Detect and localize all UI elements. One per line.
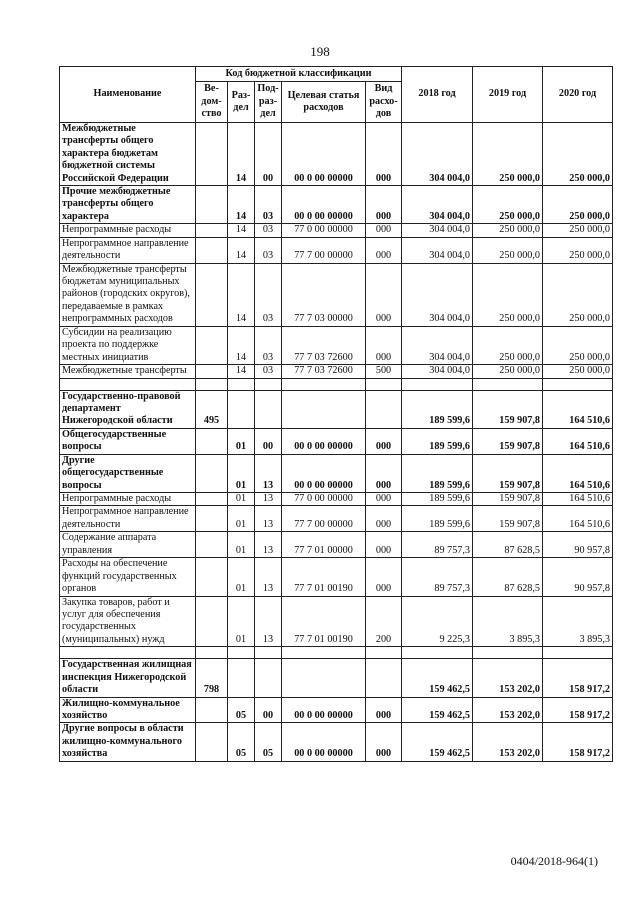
cell-2019: 250 000,0 xyxy=(473,326,543,364)
cell-2019: 153 202,0 xyxy=(473,659,543,697)
cell-2020: 250 000,0 xyxy=(543,263,613,326)
cell-ved xyxy=(196,237,228,263)
table-row xyxy=(60,506,613,532)
cell-razdel: 14 xyxy=(228,122,255,185)
cell-podrazdel: 03 xyxy=(255,224,282,237)
cell-podrazdel: 00 xyxy=(255,697,282,723)
cell-2019 xyxy=(473,647,543,659)
cell-2019: 250 000,0 xyxy=(473,122,543,185)
cell-vid: 000 xyxy=(366,122,402,185)
cell-name: Другие вопросы в области жилищно-коммунального хозяйства xyxy=(60,723,196,761)
cell-ved xyxy=(196,493,228,506)
cell-razdel: 14 xyxy=(228,263,255,326)
cell-2020: 250 000,0 xyxy=(543,365,613,378)
cell-name: Непрограммные расходы xyxy=(60,493,196,506)
cell-vid: 000 xyxy=(366,185,402,223)
cell-name: Общегосударственные вопросы xyxy=(60,428,196,454)
table-row xyxy=(60,454,613,492)
table-row xyxy=(60,122,613,185)
cell-razdel: 01 xyxy=(228,454,255,492)
header-2018: 2018 год xyxy=(402,67,473,123)
cell-tselevaya: 00 0 00 00000 xyxy=(282,723,366,761)
cell-2019: 153 202,0 xyxy=(473,723,543,761)
cell-tselevaya: 77 7 01 00190 xyxy=(282,596,366,647)
cell-razdel: 01 xyxy=(228,493,255,506)
cell-vid: 000 xyxy=(366,506,402,532)
cell-razdel: 14 xyxy=(228,185,255,223)
cell-razdel: 01 xyxy=(228,596,255,647)
cell-ved xyxy=(196,558,228,596)
cell-razdel: 14 xyxy=(228,326,255,364)
table-row xyxy=(60,723,613,761)
cell-2018: 304 004,0 xyxy=(402,365,473,378)
cell-vid xyxy=(366,390,402,428)
cell-2018: 159 462,5 xyxy=(402,697,473,723)
cell-razdel xyxy=(228,378,255,390)
header-vid: Вид расхо-дов xyxy=(366,82,402,122)
cell-2018: 189 599,6 xyxy=(402,493,473,506)
cell-2019: 159 907,8 xyxy=(473,390,543,428)
cell-2018 xyxy=(402,378,473,390)
cell-ved xyxy=(196,185,228,223)
cell-ved xyxy=(196,697,228,723)
cell-name: Межбюджетные трансферты общего характера бюджетам бюджетной системы Российской Федерации xyxy=(60,122,196,185)
cell-tselevaya: 00 0 00 00000 xyxy=(282,122,366,185)
cell-tselevaya: 77 7 03 00000 xyxy=(282,263,366,326)
cell-razdel: 01 xyxy=(228,558,255,596)
table-body xyxy=(60,122,613,761)
table-row xyxy=(60,326,613,364)
header-tselevaya: Целевая статья расходов xyxy=(282,82,366,122)
cell-name xyxy=(60,378,196,390)
cell-2019: 159 907,8 xyxy=(473,506,543,532)
cell-vid: 000 xyxy=(366,493,402,506)
cell-2020: 250 000,0 xyxy=(543,122,613,185)
cell-vid: 000 xyxy=(366,454,402,492)
cell-tselevaya: 77 7 01 00000 xyxy=(282,532,366,558)
cell-name: Другие общегосударственные вопросы xyxy=(60,454,196,492)
cell-2020: 90 957,8 xyxy=(543,532,613,558)
cell-2020: 164 510,6 xyxy=(543,428,613,454)
cell-tselevaya: 00 0 00 00000 xyxy=(282,697,366,723)
cell-ved xyxy=(196,532,228,558)
cell-podrazdel xyxy=(255,647,282,659)
header-2020: 2020 год xyxy=(543,67,613,123)
table-row xyxy=(60,697,613,723)
cell-2020: 164 510,6 xyxy=(543,506,613,532)
cell-2018: 159 462,5 xyxy=(402,659,473,697)
cell-vid: 500 xyxy=(366,365,402,378)
header-name: Наименование xyxy=(60,67,196,123)
cell-razdel xyxy=(228,390,255,428)
cell-razdel: 05 xyxy=(228,697,255,723)
cell-tselevaya: 00 0 00 00000 xyxy=(282,428,366,454)
table-header xyxy=(60,67,613,123)
cell-name: Содержание аппарата управления xyxy=(60,532,196,558)
header-podrazdel: Под-раз-дел xyxy=(255,82,282,122)
cell-2019: 250 000,0 xyxy=(473,365,543,378)
budget-table xyxy=(59,66,613,762)
cell-2019: 153 202,0 xyxy=(473,697,543,723)
page-number: 198 xyxy=(310,44,330,59)
cell-2018: 89 757,3 xyxy=(402,532,473,558)
cell-2020: 3 895,3 xyxy=(543,596,613,647)
cell-2020: 250 000,0 xyxy=(543,326,613,364)
cell-name xyxy=(60,647,196,659)
cell-2018: 189 599,6 xyxy=(402,428,473,454)
table-row xyxy=(60,237,613,263)
cell-podrazdel xyxy=(255,378,282,390)
cell-tselevaya: 77 7 00 00000 xyxy=(282,237,366,263)
cell-vid: 000 xyxy=(366,237,402,263)
cell-name: Непрограммное направление деятельности xyxy=(60,506,196,532)
cell-ved xyxy=(196,326,228,364)
header-2019: 2019 год xyxy=(473,67,543,123)
cell-2020 xyxy=(543,647,613,659)
cell-vid: 000 xyxy=(366,263,402,326)
cell-2019: 250 000,0 xyxy=(473,237,543,263)
cell-2019: 159 907,8 xyxy=(473,454,543,492)
cell-2019: 250 000,0 xyxy=(473,185,543,223)
cell-razdel: 14 xyxy=(228,237,255,263)
cell-tselevaya xyxy=(282,390,366,428)
cell-name: Закупка товаров, работ и услуг для обеспечения государственных (муниципальных) нужд xyxy=(60,596,196,647)
table-row xyxy=(60,224,613,237)
cell-name: Государственно-правовой департамент Нижегородской области xyxy=(60,390,196,428)
cell-ved xyxy=(196,122,228,185)
cell-vid xyxy=(366,378,402,390)
cell-2019: 250 000,0 xyxy=(473,263,543,326)
cell-2020: 250 000,0 xyxy=(543,224,613,237)
cell-2018: 304 004,0 xyxy=(402,237,473,263)
cell-name: Межбюджетные трансферты xyxy=(60,365,196,378)
cell-2019: 87 628,5 xyxy=(473,558,543,596)
cell-podrazdel: 13 xyxy=(255,558,282,596)
cell-2018: 304 004,0 xyxy=(402,122,473,185)
cell-2020: 250 000,0 xyxy=(543,185,613,223)
cell-ved xyxy=(196,365,228,378)
cell-ved xyxy=(196,378,228,390)
cell-name: Расходы на обеспечение функций государственных органов xyxy=(60,558,196,596)
cell-podrazdel: 13 xyxy=(255,532,282,558)
cell-vid xyxy=(366,659,402,697)
cell-2018: 304 004,0 xyxy=(402,224,473,237)
cell-2020: 164 510,6 xyxy=(543,493,613,506)
cell-tselevaya: 00 0 00 00000 xyxy=(282,454,366,492)
cell-name: Прочие межбюджетные трансферты общего характера xyxy=(60,185,196,223)
cell-razdel: 05 xyxy=(228,723,255,761)
cell-podrazdel: 13 xyxy=(255,454,282,492)
cell-2020: 250 000,0 xyxy=(543,237,613,263)
cell-2019: 159 907,8 xyxy=(473,493,543,506)
cell-tselevaya: 77 7 03 72600 xyxy=(282,365,366,378)
cell-2019: 250 000,0 xyxy=(473,224,543,237)
cell-tselevaya: 77 7 01 00190 xyxy=(282,558,366,596)
cell-2018: 9 225,3 xyxy=(402,596,473,647)
cell-razdel: 14 xyxy=(228,365,255,378)
cell-ved xyxy=(196,428,228,454)
cell-vid: 000 xyxy=(366,558,402,596)
cell-ved: 495 xyxy=(196,390,228,428)
cell-2018: 189 599,6 xyxy=(402,454,473,492)
cell-ved xyxy=(196,263,228,326)
cell-tselevaya: 77 7 03 72600 xyxy=(282,326,366,364)
cell-podrazdel: 03 xyxy=(255,263,282,326)
cell-tselevaya: 77 0 00 00000 xyxy=(282,224,366,237)
cell-razdel: 01 xyxy=(228,428,255,454)
cell-podrazdel: 03 xyxy=(255,326,282,364)
cell-vid: 000 xyxy=(366,224,402,237)
cell-podrazdel: 03 xyxy=(255,185,282,223)
spacer-row xyxy=(60,378,613,390)
cell-razdel: 01 xyxy=(228,532,255,558)
cell-ved xyxy=(196,596,228,647)
cell-vid: 000 xyxy=(366,723,402,761)
cell-2018: 89 757,3 xyxy=(402,558,473,596)
table-row xyxy=(60,185,613,223)
cell-name: Межбюджетные трансферты бюджетам муниципальных районов (городских округов), передаваемые в рамках непрограммных расходов xyxy=(60,263,196,326)
cell-ved xyxy=(196,647,228,659)
cell-2019: 159 907,8 xyxy=(473,428,543,454)
cell-2019: 3 895,3 xyxy=(473,596,543,647)
table-row xyxy=(60,263,613,326)
document-code: 0404/2018-964(1) xyxy=(510,854,598,868)
cell-podrazdel xyxy=(255,390,282,428)
cell-2020: 158 917,2 xyxy=(543,659,613,697)
table-row xyxy=(60,596,613,647)
cell-ved: 798 xyxy=(196,659,228,697)
cell-vid: 000 xyxy=(366,532,402,558)
cell-vid: 000 xyxy=(366,697,402,723)
cell-name: Непрограммное направление деятельности xyxy=(60,237,196,263)
cell-name: Субсидии на реализацию проекта по поддержке местных инициатив xyxy=(60,326,196,364)
cell-tselevaya: 77 7 00 00000 xyxy=(282,506,366,532)
cell-2018: 304 004,0 xyxy=(402,326,473,364)
cell-tselevaya xyxy=(282,378,366,390)
cell-2018 xyxy=(402,647,473,659)
cell-razdel xyxy=(228,647,255,659)
cell-2020: 164 510,6 xyxy=(543,454,613,492)
cell-podrazdel: 00 xyxy=(255,428,282,454)
cell-podrazdel: 05 xyxy=(255,723,282,761)
cell-2019: 87 628,5 xyxy=(473,532,543,558)
cell-name: Жилищно-коммунальное хозяйство xyxy=(60,697,196,723)
header-code-group: Код бюджетной классификации xyxy=(196,67,402,82)
cell-ved xyxy=(196,506,228,532)
spacer-row xyxy=(60,647,613,659)
cell-2020: 158 917,2 xyxy=(543,723,613,761)
cell-tselevaya: 77 0 00 00000 xyxy=(282,493,366,506)
cell-2020: 164 510,6 xyxy=(543,390,613,428)
cell-tselevaya xyxy=(282,659,366,697)
cell-2018: 189 599,6 xyxy=(402,506,473,532)
table-row xyxy=(60,659,613,697)
cell-name: Государственная жилищная инспекция Нижегородской области xyxy=(60,659,196,697)
cell-podrazdel: 03 xyxy=(255,237,282,263)
cell-vid: 200 xyxy=(366,596,402,647)
table-row xyxy=(60,428,613,454)
cell-tselevaya xyxy=(282,647,366,659)
table-row xyxy=(60,532,613,558)
cell-podrazdel: 13 xyxy=(255,506,282,532)
cell-2020 xyxy=(543,378,613,390)
table-row xyxy=(60,365,613,378)
cell-razdel: 14 xyxy=(228,224,255,237)
cell-2018: 159 462,5 xyxy=(402,723,473,761)
table-row xyxy=(60,390,613,428)
cell-vid xyxy=(366,647,402,659)
cell-vid: 000 xyxy=(366,428,402,454)
table-row xyxy=(60,493,613,506)
cell-podrazdel: 00 xyxy=(255,122,282,185)
cell-ved xyxy=(196,723,228,761)
cell-podrazdel: 03 xyxy=(255,365,282,378)
cell-tselevaya: 00 0 00 00000 xyxy=(282,185,366,223)
cell-2018: 304 004,0 xyxy=(402,185,473,223)
cell-name: Непрограммные расходы xyxy=(60,224,196,237)
header-ved: Ве-дом-ство xyxy=(196,82,228,122)
cell-ved xyxy=(196,224,228,237)
cell-2018: 189 599,6 xyxy=(402,390,473,428)
cell-2018: 304 004,0 xyxy=(402,263,473,326)
cell-podrazdel xyxy=(255,659,282,697)
cell-podrazdel: 13 xyxy=(255,493,282,506)
cell-vid: 000 xyxy=(366,326,402,364)
cell-2019 xyxy=(473,378,543,390)
cell-razdel: 01 xyxy=(228,506,255,532)
cell-podrazdel: 13 xyxy=(255,596,282,647)
cell-ved xyxy=(196,454,228,492)
cell-2020: 158 917,2 xyxy=(543,697,613,723)
cell-razdel xyxy=(228,659,255,697)
table-row xyxy=(60,558,613,596)
header-razdel: Раз-дел xyxy=(228,82,255,122)
cell-2020: 90 957,8 xyxy=(543,558,613,596)
